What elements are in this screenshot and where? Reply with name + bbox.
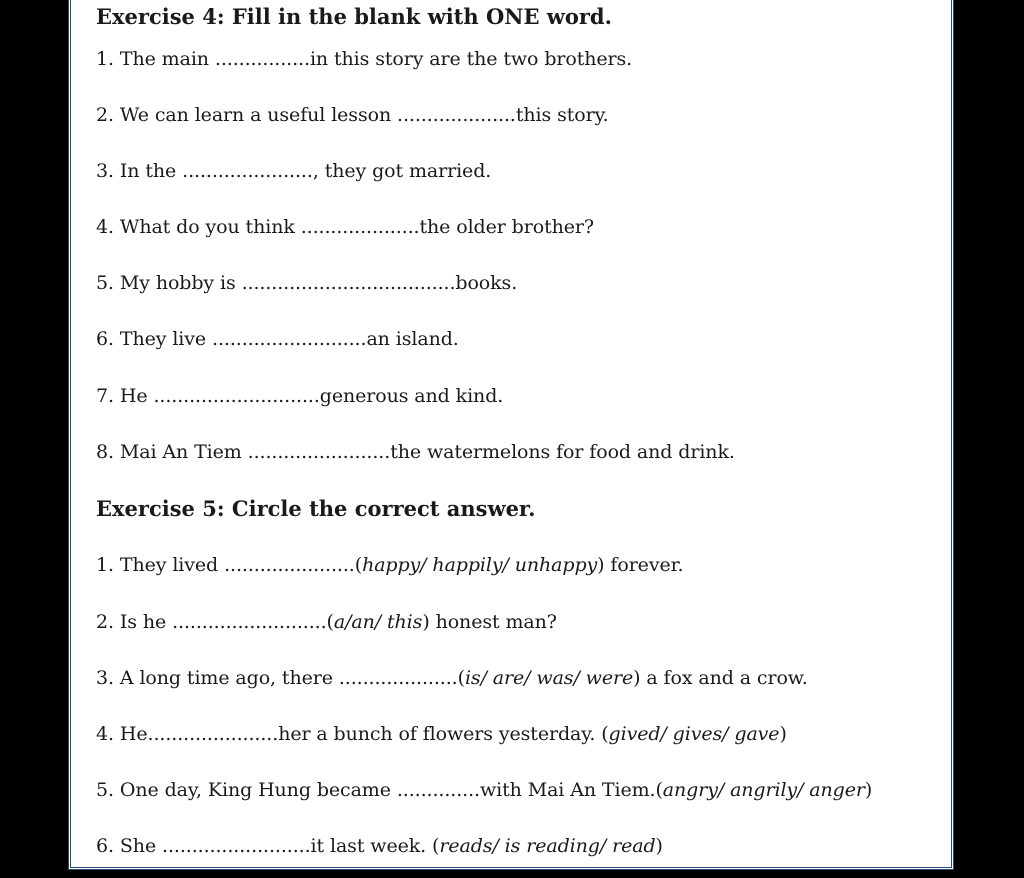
ex5-item-2: 2. Is he ..........................(a/an/ this) honest man? — [96, 611, 557, 633]
ex5-item-6: 6. She .........................it last week. (reads/ is reading/ read) — [96, 835, 663, 857]
ex4-item-7: 7. He ............................generous and kind. — [96, 385, 504, 407]
ex5-item-1: 1. They lived ......................(happy/ happily/ unhappy) forever. — [96, 554, 684, 576]
ex4-item-3: 3. In the ......................, they got married. — [96, 160, 492, 182]
exercise-4-title: Exercise 4: Fill in the blank with ONE word. — [96, 4, 612, 29]
ex5-item-4: 4. He......................her a bunch of flowers yesterday. (gived/ gives/ gave) — [96, 723, 787, 745]
exercise-5-title: Exercise 5: Circle the correct answer. — [96, 496, 536, 521]
ex5-item-3: 3. A long time ago, there ....................(is/ are/ was/ were) a fox and a crow. — [96, 667, 808, 689]
ex4-item-5: 5. My hobby is ....................................books. — [96, 272, 518, 294]
worksheet-page — [68, 0, 954, 870]
ex4-item-2: 2. We can learn a useful lesson ....................this story. — [96, 104, 609, 126]
ex4-item-1: 1. The main ................in this story are the two brothers. — [96, 48, 633, 70]
ex5-item-5: 5. One day, King Hung became ..............with Mai An Tiem.(angry/ angrily/ anger) — [96, 779, 873, 801]
ex4-item-6: 6. They live ..........................an island. — [96, 328, 459, 350]
ex4-item-4: 4. What do you think ....................the older brother? — [96, 216, 594, 238]
ex4-item-8: 8. Mai An Tiem ........................the watermelons for food and drink. — [96, 441, 735, 463]
